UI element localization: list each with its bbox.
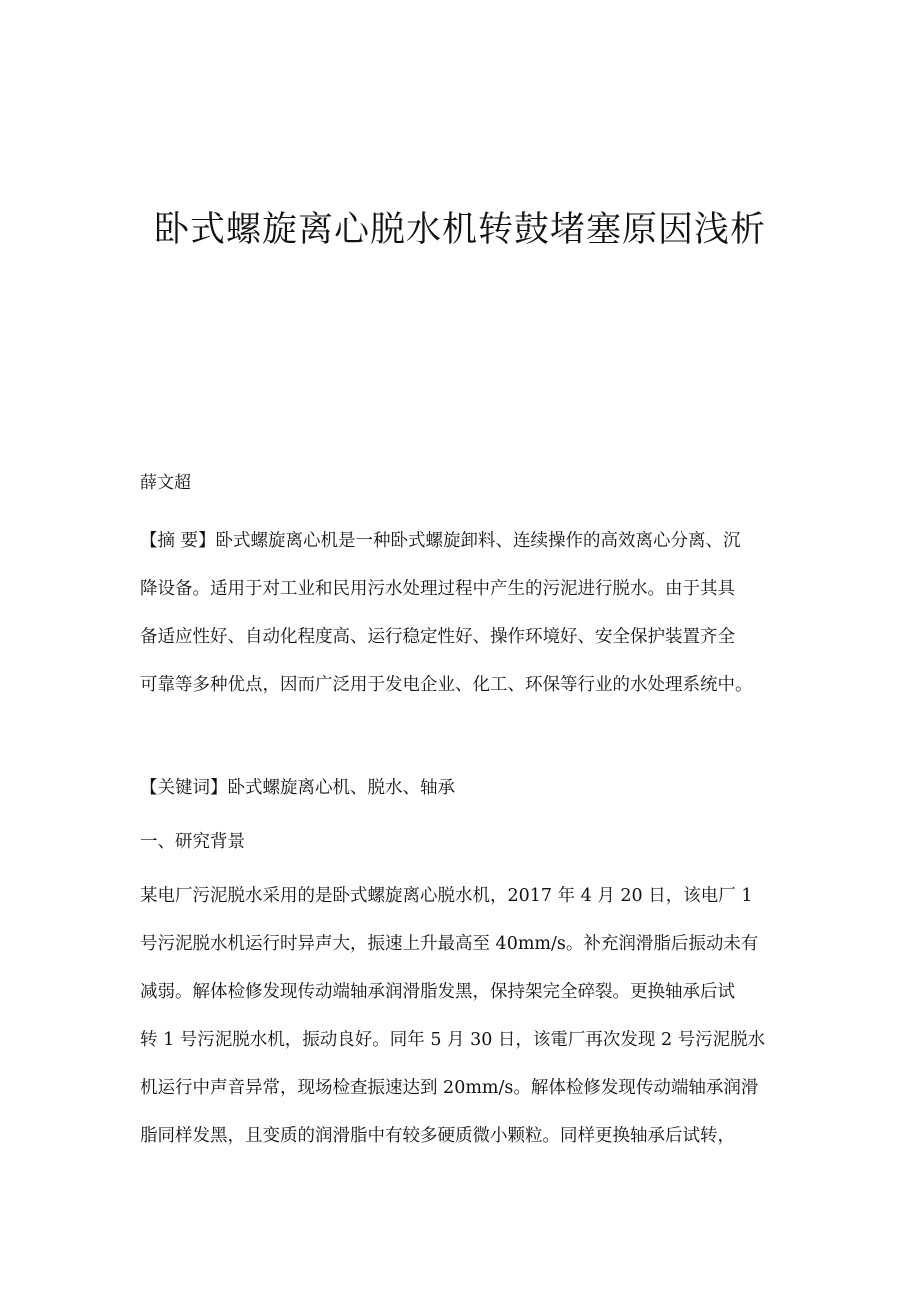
section-heading-text: 一、研究背景	[140, 832, 245, 852]
abstract-line: 备适应性好、自动化程度高、运行稳定性好、操作环境好、安全保护装置齐全	[140, 627, 735, 647]
abstract-line: 降设备。适用于对工业和民用污水处理过程中产生的污泥进行脱水。由于其具	[140, 579, 735, 599]
body-line: 转 1 号污泥脱水机，振动良好。同年 5 月 30 日，该電厂再次发现 2 号污泥脱水	[140, 1030, 766, 1050]
keywords-text: 【关键词】卧式螺旋离心机、脱水、轴承	[140, 778, 455, 798]
abstract-paragraph	[140, 517, 780, 709]
body-paragraph	[140, 872, 780, 1160]
body-line: 某电厂污泥脱水采用的是卧式螺旋离心脱水机，2017 年 4 月 20 日，该电厂 1	[140, 886, 753, 906]
body-line: 号污泥脱水机运行时异声大，振速上升最高至 40mm/s。补充润滑脂后振动未有	[140, 934, 759, 954]
author-name: 薛文超	[140, 473, 191, 493]
abstract-line: 【摘 要】卧式螺旋离心机是一种卧式螺旋卸料、连续操作的高效离心分离、沉	[140, 531, 741, 551]
body-line: 机运行中声音异常，现场检查振速达到 20mm/s。解体检修发现传动端轴承润滑	[140, 1078, 759, 1098]
abstract-line: 可靠等多种优点，因而广泛用于发电企业、化工、环保等行业的水处理系统中。	[140, 675, 753, 695]
document-title: 卧式螺旋离心脱水机转鼓堵塞原因浅析	[153, 210, 766, 250]
body-line: 减弱。解体检修发现传动端轴承润滑脂发黑，保持架完全碎裂。更换轴承后试	[140, 982, 735, 1002]
section-heading	[140, 818, 780, 866]
keywords-line	[140, 764, 780, 812]
body-line: 脂同样发黑，且变质的润滑脂中有较多硬质微小颗粒。同样更换轴承后试转，	[140, 1126, 735, 1146]
